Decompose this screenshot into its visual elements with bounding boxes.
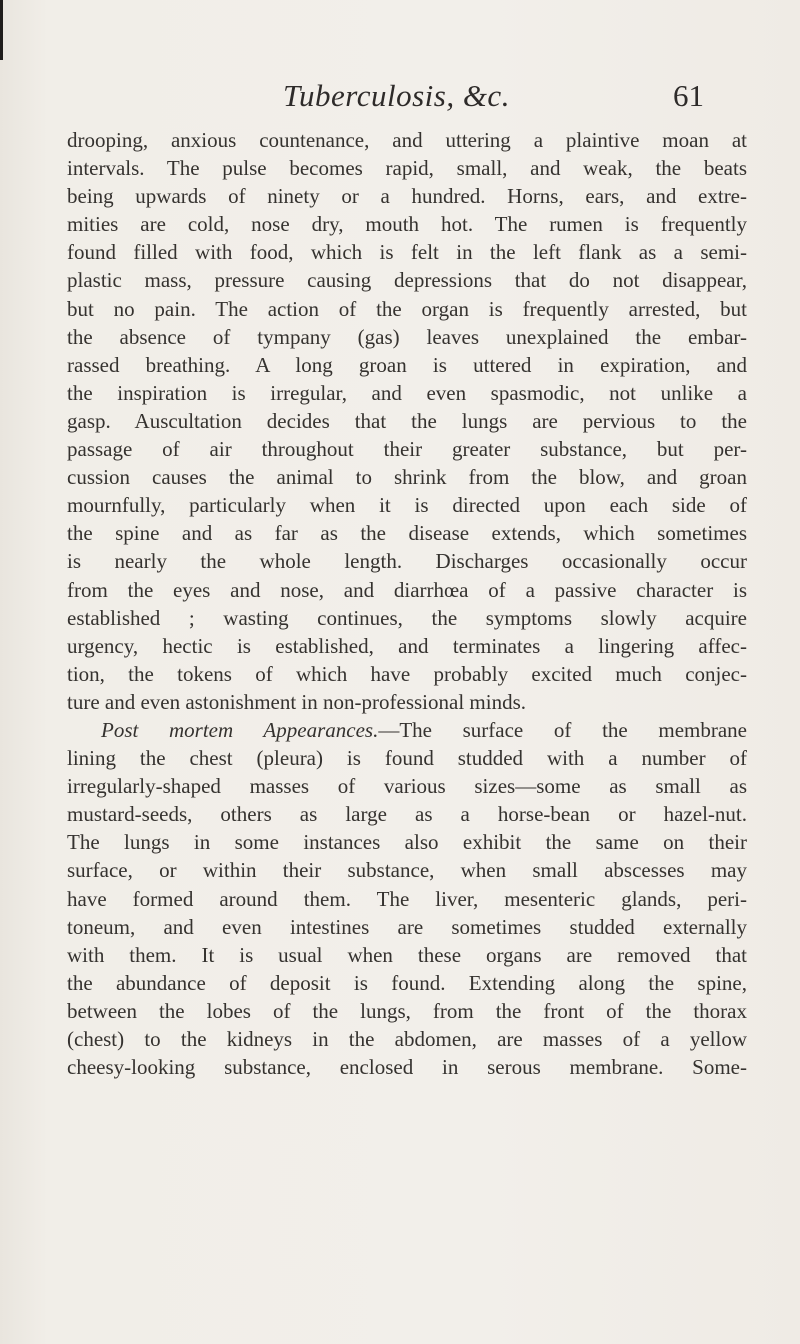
- paragraph-last-line: ture and even astonishment in non-professional minds.: [67, 689, 526, 714]
- text-line: the absence of tympany (gas) leaves unexplained the embar-: [67, 324, 747, 349]
- text-line: cheesy-looking substance, enclosed in serous membrane. Some-: [67, 1055, 747, 1080]
- text-line: is nearly the whole length. Discharges occasionally occur: [67, 549, 747, 574]
- text-line: toneum, and even intestines are sometimes studded externally: [67, 914, 747, 939]
- text-line: found filled with food, which is felt in the left flank as a semi-: [67, 240, 747, 265]
- text-line: being upwards of ninety or a hundred. Horns, ears, and extre-: [67, 184, 747, 209]
- text-line: urgency, hectic is established, and terminates a lingering affec-: [67, 633, 747, 658]
- page-edge-shadow: [0, 0, 3, 60]
- text-line: gasp. Auscultation decides that the lungs are pervious to the: [67, 408, 747, 433]
- text-line: mities are cold, nose dry, mouth hot. The rumen is frequently: [67, 212, 747, 237]
- text-line: the abundance of deposit is found. Extending along the spine,: [67, 970, 747, 995]
- text-line: (chest) to the kidneys in the abdomen, are masses of a yellow: [67, 1027, 747, 1051]
- text-line: the spine and as far as the disease extends, which sometimes: [67, 521, 747, 546]
- text-line: drooping, anxious countenance, and uttering a plaintive moan at: [67, 128, 747, 152]
- text-line: cussion causes the animal to shrink from the blow, and groan: [67, 465, 747, 490]
- page-header: [0, 78, 800, 118]
- text-line: plastic mass, pressure causing depressions that do not disappear,: [67, 268, 747, 293]
- section-first-line: [67, 716, 747, 744]
- text-line: passage of air throughout their greater substance, but per-: [67, 437, 747, 462]
- text-line: surface, or within their substance, when small abscesses may: [67, 858, 747, 883]
- text-line: lining the chest (pleura) is found studded with a number of: [67, 746, 747, 771]
- section-first-line-text: —The surface of the membrane: [378, 717, 748, 742]
- text-line: established ; wasting continues, the symptoms slowly acquire: [67, 605, 747, 630]
- text-line: mustard-seeds, others as large as a horse-bean or hazel-nut.: [67, 802, 747, 827]
- text-line: The lungs in some instances also exhibit the same on their: [67, 830, 747, 855]
- text-line: have formed around them. The liver, mesenteric glands, peri-: [67, 886, 747, 911]
- body-text: [67, 126, 747, 1081]
- section-heading: Post mortem Appearances.: [101, 717, 379, 742]
- text-line: mournfully, particularly when it is directed upon each side of: [67, 493, 747, 518]
- text-line: between the lobes of the lungs, from the front of the thorax: [67, 998, 747, 1023]
- text-line: but no pain. The action of the organ is frequently arrested, but: [67, 296, 747, 321]
- running-title: Tuberculosis, &c.: [283, 78, 510, 113]
- page-number: 61: [673, 78, 704, 113]
- text-line: rassed breathing. A long groan is uttered in expiration, and: [67, 352, 747, 377]
- text-line: the inspiration is irregular, and even spasmodic, not unlike a: [67, 380, 747, 405]
- text-line: with them. It is usual when these organs are removed that: [67, 942, 747, 967]
- text-line: intervals. The pulse becomes rapid, small, and weak, the beats: [67, 156, 747, 181]
- text-line: tion, the tokens of which have probably excited much conjec-: [67, 661, 747, 686]
- text-line: irregularly-shaped masses of various sizes—some as small as: [67, 774, 747, 799]
- text-line: from the eyes and nose, and diarrhœa of a passive character is: [67, 577, 747, 602]
